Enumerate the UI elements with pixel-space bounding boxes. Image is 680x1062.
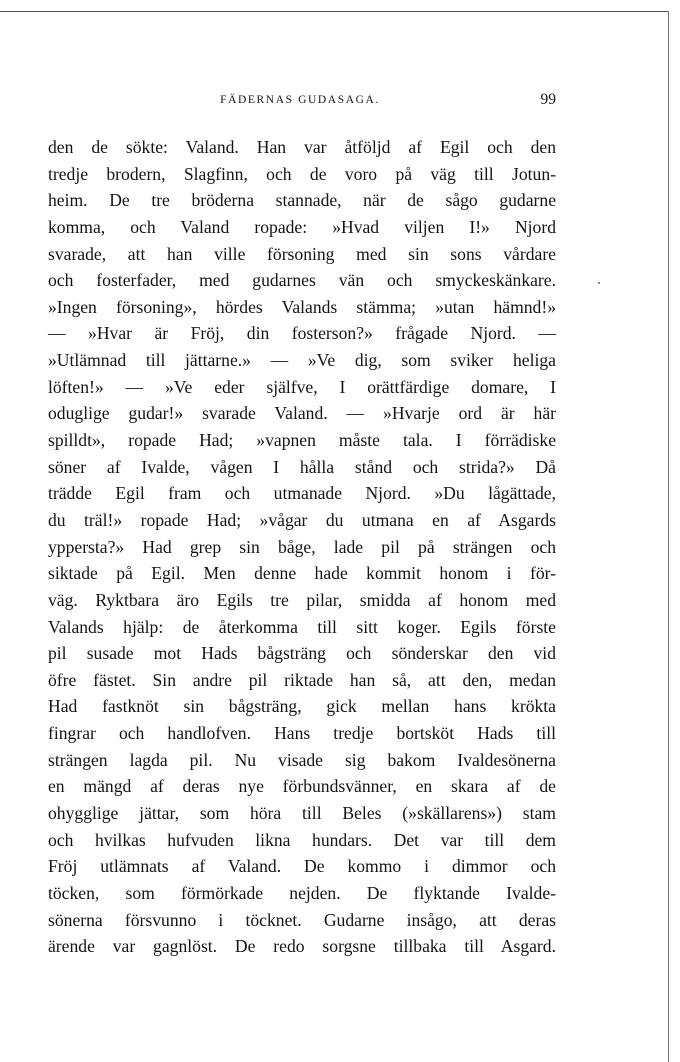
text-line: svarade, att han ville försoning med sin sons vårdare — [48, 243, 556, 264]
text-line: pil susade mot Hads bågsträng och sönderskar den vid — [48, 643, 556, 664]
running-header: FÄDERNAS GUDASAGA. — [220, 94, 380, 106]
text-line: väg. Ryktbara äro Egils tre pilar, smidda af honom med — [48, 589, 556, 610]
page-edge-right-rule — [668, 11, 669, 1062]
text-line: ohygglige jättar, som höra till Beles (»skällarens») stam — [48, 803, 556, 824]
text-line: och hvilkas hufvuden likna hundars. Det var till dem — [48, 829, 556, 850]
page-edge-top-rule — [0, 11, 668, 12]
text-line: den de sökte: Valand. Han var åtföljd af Egil och den — [48, 137, 556, 157]
text-line: »Utlämnad till jättarne.» — »Ve dig, som sviker heliga — [48, 350, 556, 371]
text-line: strängen lagda pil. Nu visade sig bakom Ivaldesönerna — [48, 749, 556, 770]
text-line: yppersta?» Had grep sin båge, lade pil på strängen och — [48, 536, 556, 557]
text-line: töcken, som förmörkade nejden. De flyktande Ivalde- — [48, 882, 556, 903]
text-line: öfre fästet. Sin andre pil riktade han så, att den, medan — [48, 669, 556, 690]
text-line: Valands hjälp: de återkomma till sitt koger. Egils förste — [48, 616, 556, 637]
body-text — [48, 134, 556, 960]
text-line: fingrar och handlofven. Hans tredje bortsköt Hads till — [48, 723, 556, 744]
text-line: söner af Ivalde, vågen I hålla stånd och strida?» Då — [48, 456, 556, 477]
text-line: komma, och Valand ropade: »Hvad viljen I!» Njord — [48, 216, 556, 237]
text-line: heim. De tre bröderna stannade, när de sågo gudarne — [48, 190, 556, 211]
text-line: Fröj utlämnats af Valand. De kommo i dimmor och — [48, 856, 556, 877]
page-number: 99 — [540, 91, 556, 108]
text-line: siktade på Egil. Men denne hade kommit honom i för- — [48, 563, 556, 584]
text-line: trädde Egil fram och utmanade Njord. »Du lågättade, — [48, 483, 556, 504]
text-line: och fosterfader, med gudarnes vän och smyckeskänkare. — [48, 270, 556, 291]
text-line: »Ingen försoning», hördes Valands stämma; »utan hämnd!» — [48, 296, 556, 317]
scan-speck — [598, 282, 600, 284]
text-line: du träl!» ropade Had; »vågar du utmana en af Asgards — [48, 509, 556, 530]
text-line: — »Hvar är Fröj, din fosterson?» frågade Njord. — — [48, 323, 556, 344]
text-line: oduglige gudar!» svarade Valand. — »Hvarje ord är här — [48, 403, 556, 424]
text-line: ärende var gagnlöst. De redo sorgsne tillbaka till Asgard. — [48, 936, 556, 957]
text-line: löften!» — »Ve eder själfve, I orättfärdige domare, I — [48, 376, 556, 397]
text-line: Had fastknöt sin bågsträng, gick mellan hans krökta — [48, 696, 556, 717]
text-line: tredje brodern, Slagfinn, och de voro på väg till Jotun- — [48, 163, 556, 184]
text-line: spilldt», ropade Had; »vapnen måste tala. I förrädiske — [48, 430, 556, 451]
text-line: en mängd af deras nye förbundsvänner, en skara af de — [48, 776, 556, 797]
text-line: sönerna försvunno i töcknet. Gudarne insågo, att deras — [48, 909, 556, 930]
